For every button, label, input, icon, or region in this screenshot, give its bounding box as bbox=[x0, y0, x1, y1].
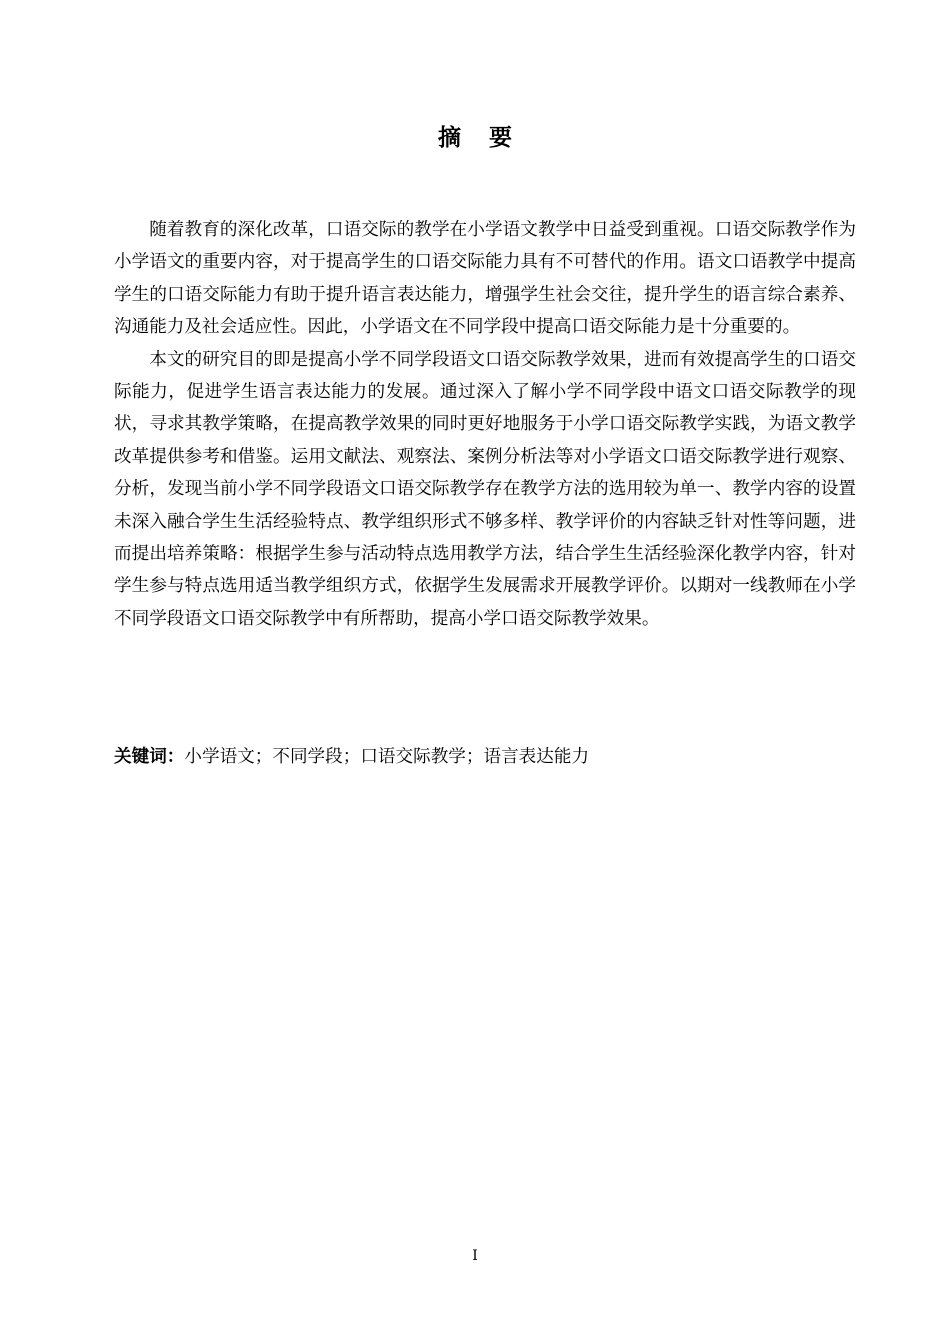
abstract-paragraph-1: 随着教育的深化改革，口语交际的教学在小学语文教学中日益受到重视。口语交际教学作为小学语文的重要内容，对于提高学生的口语交际能力具有不可替代的作用。语文口语教学中提高学生的口语交际能力有助于提升语言表达能力，增强学生社会交往，提升学生的语言综合素养、沟通能力及社会适应性。因此，小学语文在不同学段中提高口语交际能力是十分重要的。 bbox=[114, 220, 856, 338]
keywords-value: 小学语文；不同学段；口语交际教学；语言表达能力 bbox=[184, 747, 590, 767]
page-number: I bbox=[472, 1248, 478, 1264]
abstract-paragraph-2: 本文的研究目的即是提高小学不同学段语文口语交际教学效果，进而有效提高学生的口语交际能力，促进学生语言表达能力的发展。通过深入了解小学不同学段中语文口语交际教学的现状，寻求其教学策略，在提高教学效果的同时更好地服务于小学口语交际教学实践，为语文教学改革提供参考和借鉴。运用文献法、观察法、案例分析法等对小学语文口语交际教学进行观察、分析，发现当前小学不同学段语文口语交际教学存在教学方法的选用较为单一、教学内容的设置未深入融合学生生活经验特点、教学组织形式不够多样、教学评价的内容缺乏针对性等问题，进而提出培养策略：根据学生参与活动特点选用教学方法，结合学生生活经验深化教学内容，针对学生参与特点选用适当教学组织方式，依据学生发展需求开展教学评价。以期对一线教师在小学不同学段语文口语交际教学中有所帮助，提高小学口语交际教学效果。 bbox=[114, 349, 856, 629]
abstract-body bbox=[114, 214, 856, 635]
abstract-title: 摘要 bbox=[438, 125, 540, 151]
keywords-label: 关键词： bbox=[114, 747, 185, 767]
keywords-line bbox=[114, 742, 856, 772]
